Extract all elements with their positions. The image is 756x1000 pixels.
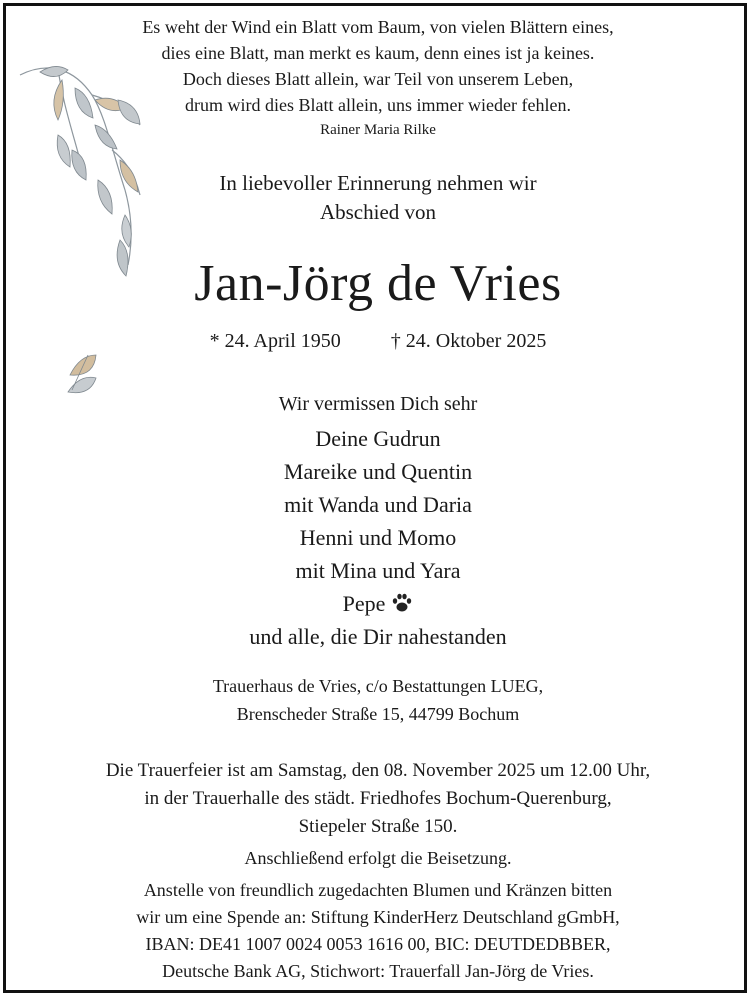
farewell-intro bbox=[0, 169, 756, 227]
life-dates bbox=[0, 328, 756, 354]
paw-print-icon bbox=[391, 592, 413, 614]
rilke-poem bbox=[0, 14, 756, 142]
mourner-line: mit Mina und Yara bbox=[295, 558, 461, 583]
mourner-line: mit Wanda und Daria bbox=[284, 492, 472, 517]
poem-line: dies eine Blatt, man merkt es kaum, denn eines ist ja keines. bbox=[161, 43, 595, 63]
mourner-line: Henni und Momo bbox=[299, 525, 457, 550]
poem-line: drum wird dies Blatt allein, uns immer wieder fehlen. bbox=[185, 95, 571, 115]
mourners-heading: Wir vermissen Dich sehr bbox=[278, 393, 478, 415]
funeral-service-info bbox=[0, 757, 756, 841]
donation-line: Deutsche Bank AG, Stichwort: Trauerfall Jan-Jörg de Vries. bbox=[162, 961, 594, 981]
deceased-name: Jan-Jörg de Vries bbox=[194, 255, 562, 312]
mourner-line: Mareike und Quentin bbox=[283, 459, 473, 484]
intro-line: In liebevoller Erinnerung nehmen wir bbox=[219, 171, 537, 195]
poem-line: Es weht der Wind ein Blatt vom Baum, von vielen Blättern eines, bbox=[142, 17, 614, 37]
address-line: Trauerhaus de Vries, c/o Bestattungen LUEG, bbox=[212, 676, 544, 696]
birth-date: * 24. April 1950 bbox=[209, 330, 341, 352]
donation-request bbox=[0, 877, 756, 985]
donation-line: Anstelle von freundlich zugedachten Blumen und Kränzen bitten bbox=[143, 880, 613, 900]
mourner-line: und alle, die Dir nahestanden bbox=[249, 624, 507, 649]
pet-name: Pepe bbox=[342, 591, 386, 616]
address-line: Brenscheder Straße 15, 44799 Bochum bbox=[236, 704, 520, 724]
mourner-line-pet bbox=[0, 587, 756, 620]
intro-line: Abschied von bbox=[319, 200, 437, 224]
service-line: Die Trauerfeier ist am Samstag, den 08. November 2025 um 12.00 Uhr, bbox=[105, 760, 651, 781]
mourner-line: Deine Gudrun bbox=[315, 426, 441, 451]
mourners-list bbox=[0, 422, 756, 653]
burial-note: Anschließend erfolgt die Beisetzung. bbox=[244, 848, 512, 868]
donation-line: wir um eine Spende an: Stiftung KinderHerz Deutschland gGmbH, bbox=[136, 907, 620, 927]
death-date: † 24. Oktober 2025 bbox=[390, 330, 547, 352]
donation-line: IBAN: DE41 1007 0024 0053 1616 00, BIC: DEUTDEDBBER, bbox=[145, 934, 611, 954]
mourning-address bbox=[0, 672, 756, 728]
poem-author: Rainer Maria Rilke bbox=[320, 122, 436, 138]
service-line: in der Trauerhalle des städt. Friedhofes Bochum-Querenburg, bbox=[144, 788, 612, 809]
service-line: Stiepeler Straße 150. bbox=[298, 816, 458, 837]
poem-line: Doch dieses Blatt allein, war Teil von unserem Leben, bbox=[182, 69, 574, 89]
